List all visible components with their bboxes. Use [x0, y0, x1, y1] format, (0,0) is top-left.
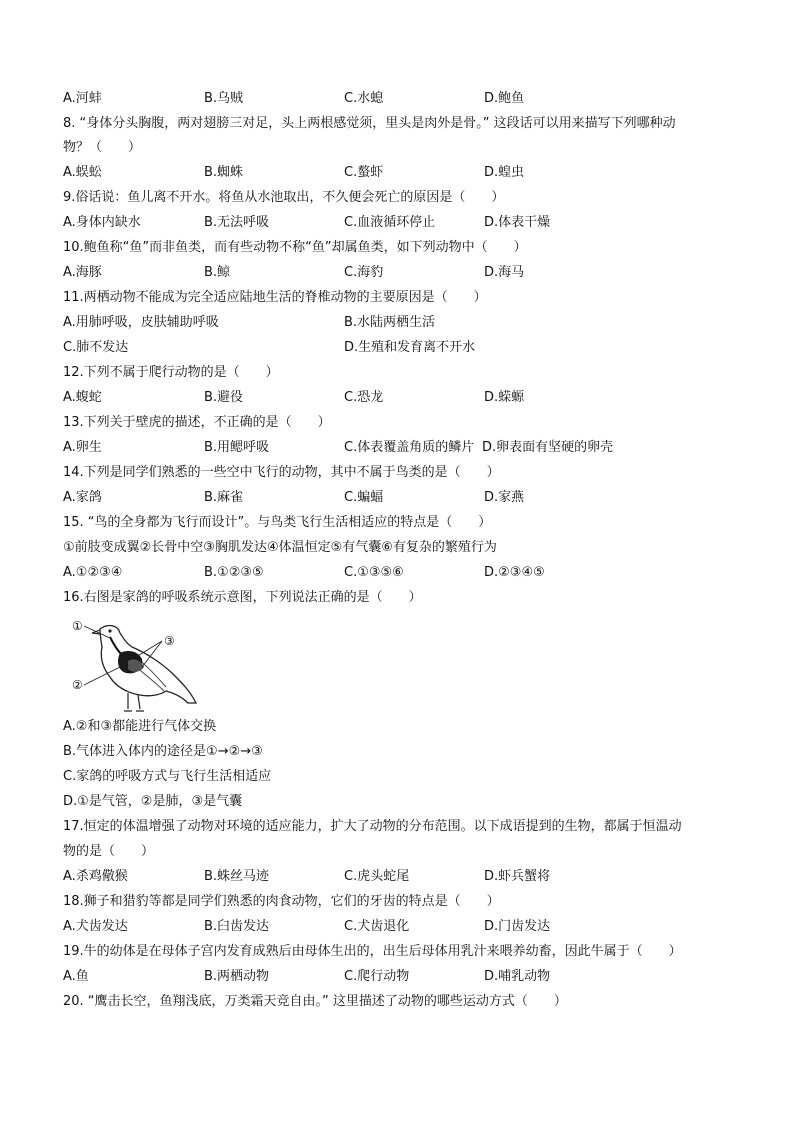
q19-stem: 19.牛的幼体是在母体子宫内发育成熟后由母体生出的，出生后母体用乳汁来喂养幼畜，因此牛属于（ ） [63, 944, 682, 959]
q16-stem: 16.右图是家鸽的呼吸系统示意图，下列说法正确的是（ ） [63, 590, 422, 605]
q11-option-c: C.肺不发达 [63, 340, 129, 355]
q14-option-c: C.蝙蝠 [344, 490, 384, 505]
q8-stem-line1: 8. “身体分头胸腹，两对翅膀三对足，头上两根感觉须，里头是肉外是骨。” 这段话可以用来描写下列哪种动 [63, 116, 676, 131]
q8-option-a: A.蜈蚣 [63, 165, 102, 180]
q15-option-c: C.①③⑤⑥ [344, 565, 404, 580]
pigeon-eye [108, 629, 111, 632]
q19-option-b: B.两栖动物 [204, 969, 270, 984]
q7-option-d: D.鲍鱼 [484, 91, 525, 106]
q7-option-b: B.乌贼 [204, 91, 244, 106]
q12-option-c: C.恐龙 [344, 390, 384, 405]
pigeon-body-outline [100, 626, 196, 703]
q7-option-a: A.河蚌 [63, 91, 102, 106]
q19-option-c: C.爬行动物 [344, 969, 410, 984]
q18-option-c: C.犬齿退化 [344, 919, 410, 934]
q16-option-b: B.气体进入体内的途径是①→②→③ [63, 744, 263, 759]
q20-stem: 20. “鹰击长空，鱼翔浅底，万类霜天竞自由。” 这里描述了动物的哪些运动方式（ ） [63, 994, 567, 1009]
q13-option-b: B.用鳃呼吸 [204, 440, 270, 455]
pigeon-respiratory-diagram [70, 617, 200, 717]
q8-option-c: C.螯虾 [344, 165, 384, 180]
q13-option-c: C.体表覆盖角质的鳞片 [344, 440, 475, 455]
q18-option-d: D.门齿发达 [484, 919, 551, 934]
q18-option-a: A.犬齿发达 [63, 919, 128, 934]
trachea-shape [110, 637, 122, 655]
leader-line-1 [84, 626, 112, 639]
q16-option-b-line [63, 741, 743, 763]
q16-option-d: D.①是气管，②是肺，③是气囊 [63, 794, 243, 809]
q8-option-d: D.蝗虫 [484, 165, 525, 180]
q7-option-c: C.水螅 [344, 91, 384, 106]
q14-options [63, 487, 743, 509]
q17-option-a: A.杀鸡儆猴 [63, 869, 128, 884]
q14-option-b: B.麻雀 [204, 490, 244, 505]
q9-option-c: C.血液循环停止 [344, 215, 436, 230]
q13-options [63, 437, 743, 459]
q16-option-c-line [63, 766, 743, 788]
q11-options-row2 [63, 337, 743, 359]
q15-option-d: D.②③④⑤ [484, 565, 545, 580]
q11-option-b: B.水陆两栖生活 [344, 315, 436, 330]
q12-option-d: D.蝾螈 [484, 390, 525, 405]
leader-line-3 [136, 641, 162, 657]
label-1: ① [72, 619, 83, 633]
q18-options [63, 916, 743, 938]
q7-options [63, 88, 743, 110]
q9-options [63, 212, 743, 234]
q16-option-d-line [63, 791, 743, 813]
q12-option-a: A.蝮蛇 [63, 390, 102, 405]
q14-option-d: D.家燕 [484, 490, 525, 505]
q13-option-a: A.卵生 [63, 440, 102, 455]
q10-option-c: C.海豹 [344, 265, 384, 280]
pigeon-wing-line [136, 667, 164, 691]
q13-option-d: D.卵表面有坚硬的卵壳 [482, 440, 614, 455]
q17-stem-line2: 物的是（ ） [63, 844, 155, 859]
q11-option-d: D.生殖和发育离不开水 [344, 340, 476, 355]
q17-stem-line1: 17.恒定的体温增强了动物对环境的适应能力，扩大了动物的分布范围。以下成语提到的生物，都属于恒温动 [63, 819, 682, 834]
q18-option-b: B.臼齿发达 [204, 919, 270, 934]
label-3: ③ [164, 634, 175, 648]
q10-option-b: B.鲸 [204, 265, 231, 280]
q17-option-d: D.虾兵蟹将 [484, 869, 551, 884]
q11-stem: 11.两栖动物不能成为完全适应陆地生活的脊椎动物的主要原因是（ ） [63, 290, 487, 305]
q19-option-a: A.鱼 [63, 969, 89, 984]
q10-options [63, 262, 743, 284]
q16-option-c: C.家鸽的呼吸方式与飞行生活相适应 [63, 769, 272, 784]
q17-option-b: B.蛛丝马迹 [204, 869, 270, 884]
q15-stem: 15. “鸟的全身都为飞行而设计”。与鸟类飞行生活相适应的特点是（ ） [63, 515, 492, 530]
q14-stem: 14.下列是同学们熟悉的一些空中飞行的动物，其中不属于鸟类的是（ ） [63, 465, 500, 480]
q12-option-b: B.避役 [204, 390, 244, 405]
q8-stem-line2: 物？（ ） [63, 140, 142, 155]
q9-option-a: A.身体内缺水 [63, 215, 141, 230]
q9-option-b: B.无法呼吸 [204, 215, 270, 230]
label-2: ② [72, 678, 83, 692]
q9-stem: 9.俗话说：鱼儿离不开水。将鱼从水池取出，不久便会死亡的原因是（ ） [63, 190, 505, 205]
q8-option-b: B.蜘蛛 [204, 165, 244, 180]
q9-option-d: D.体表干燥 [484, 215, 551, 230]
q15-items: ①前肢变成翼②长骨中空③胸肌发达④体温恒定⑤有气囊⑥有复杂的繁殖行为 [63, 540, 497, 555]
q10-stem: 10.鲍鱼称“鱼”而非鱼类，而有些动物不称“鱼”却属鱼类，如下列动物中（ ） [63, 240, 527, 255]
q14-option-a: A.家鸽 [63, 490, 102, 505]
q13-stem: 13.下列关于壁虎的描述，不正确的是（ ） [63, 415, 331, 430]
pigeon-leg [124, 693, 132, 711]
pigeon-leg [136, 695, 144, 711]
q10-option-a: A.海豚 [63, 265, 102, 280]
q8-options [63, 162, 743, 184]
q17-options [63, 866, 743, 888]
q12-stem: 12.下列不属于爬行动物的是（ ） [63, 365, 279, 380]
q19-options [63, 966, 743, 988]
q15-options [63, 562, 743, 584]
q11-options-row1 [63, 312, 743, 334]
q16-option-a: A.②和③都能进行气体交换 [63, 719, 217, 734]
q10-option-d: D.海马 [484, 265, 525, 280]
q18-stem: 18.狮子和猎豹等都是同学们熟悉的肉食动物，它们的牙齿的特点是（ ） [63, 894, 500, 909]
q16-option-a-line [63, 716, 743, 738]
q12-options [63, 387, 743, 409]
pigeon-drawing [70, 617, 200, 717]
q15-option-a: A.①②③④ [63, 565, 123, 580]
q17-option-c: C.虎头蛇尾 [344, 869, 410, 884]
q19-option-d: D.哺乳动物 [484, 969, 551, 984]
q11-option-a: A.用肺呼吸，皮肤辅助呼吸 [63, 315, 219, 330]
q15-option-b: B.①②③⑤ [204, 565, 264, 580]
